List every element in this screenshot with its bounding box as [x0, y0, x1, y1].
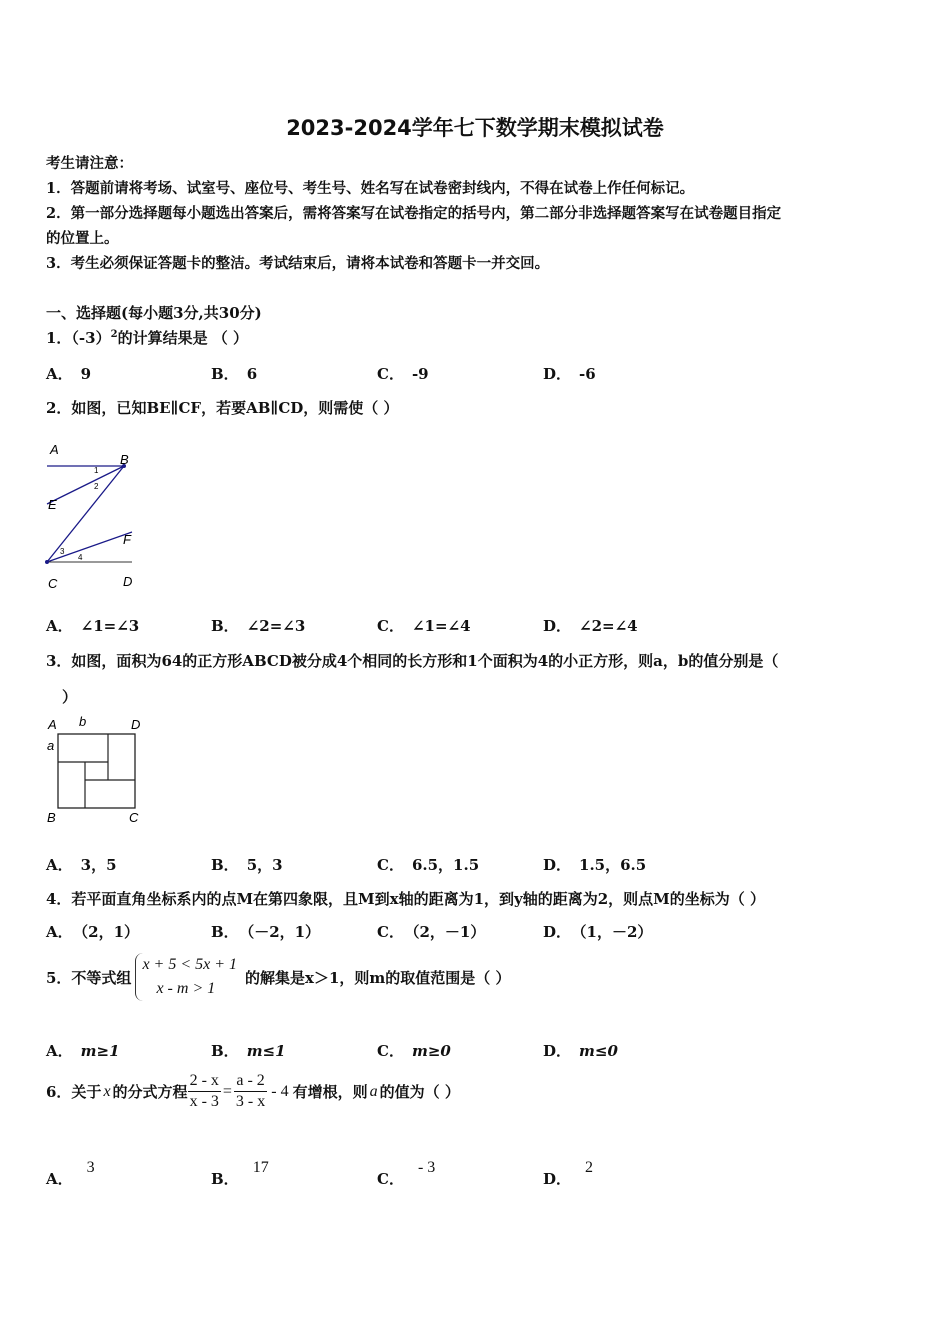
label-a: A — [50, 442, 59, 457]
line-eb — [47, 466, 124, 504]
question-2: 2．如图，已知BE∥CF，若要AB∥CD，则需使（ ） — [46, 399, 399, 417]
label-e: E — [48, 497, 57, 512]
label-c: C — [129, 810, 139, 825]
section-heading: 一、选择题(每小题3分,共30分) — [46, 304, 262, 322]
q3-option-c[interactable]: C． 6.5，1.5 — [377, 856, 480, 874]
question-6 — [46, 1072, 460, 1111]
label-angle-4: 4 — [78, 553, 83, 562]
label-angle-3: 3 — [60, 547, 65, 556]
notice-item-1: 1．答题前请将考场、试室号、座位号、考生号、姓名写在试卷密封线内，不得在试卷上作任何标记。 — [46, 180, 695, 197]
q6-equals: = — [222, 1082, 232, 1100]
q2-figure — [40, 436, 150, 596]
square-abcd — [58, 734, 135, 808]
q5-option-c[interactable]: C． m≥0 — [377, 1042, 451, 1060]
notice-heading: 考生请注意： — [46, 155, 133, 172]
q6-option-d[interactable]: D．2 — [543, 1159, 594, 1188]
q2-option-d[interactable]: D． ∠2=∠4 — [543, 617, 638, 635]
label-b: B — [120, 452, 129, 467]
label-a: A — [48, 717, 57, 732]
q1-option-c[interactable]: C． -9 — [377, 365, 429, 383]
q1-superscript: 2 — [110, 329, 118, 340]
q5-option-d[interactable]: D． m≤0 — [543, 1042, 618, 1060]
q6-option-b[interactable]: B．17 — [211, 1159, 269, 1188]
label-f: F — [123, 532, 131, 547]
q4-option-c[interactable]: C． （2，－1） — [377, 923, 486, 941]
label-d: D — [123, 574, 133, 589]
question-1 — [46, 327, 248, 348]
page-title: 2023-2024学年七下数学期末模拟试卷 — [286, 116, 664, 140]
q6-stem-b: 的分式方程 — [112, 1083, 188, 1101]
q2-option-b[interactable]: B． ∠2=∠3 — [211, 617, 306, 635]
q6-stem-d: 的值为（ ） — [379, 1083, 460, 1101]
q5-option-b[interactable]: B． m≤1 — [211, 1042, 286, 1060]
question-4: 4．若平面直角坐标系内的点M在第四象限，且M到x轴的距离为1，到y轴的距离为2，则点M的坐标为（ ） — [46, 890, 766, 908]
q5-option-a[interactable]: A． m≥1 — [46, 1042, 120, 1060]
label-d: D — [131, 717, 141, 732]
q1-option-a[interactable]: A． 9 — [46, 365, 92, 383]
q6-f1-den: x - 3 — [189, 1093, 219, 1110]
notice-item-3: 3．考生必须保证答题卡的整洁。考试结束后，请将本试卷和答题卡一并交回。 — [46, 255, 550, 272]
q3-option-d[interactable]: D． 1.5，6.5 — [543, 856, 647, 874]
q6-f2-den: 3 - x — [235, 1093, 266, 1110]
q1-stem-a: 1．（-3） — [46, 329, 111, 347]
point-c — [45, 560, 49, 564]
q6-option-c[interactable]: C．- 3 — [377, 1159, 436, 1188]
label-b-small: b — [79, 714, 87, 729]
q2-option-c[interactable]: C． ∠1=∠4 — [377, 617, 471, 635]
label-b: B — [47, 810, 56, 825]
q1-option-b[interactable]: B． 6 — [211, 365, 258, 383]
notice-item-2: 2．第一部分选择题每小题选出答案后，需将答案写在试卷指定的括号内，第二部分非选择题答案写在试卷题目指定 — [46, 205, 782, 222]
label-angle-1: 1 — [94, 466, 99, 475]
q5-stem-b: 的解集是x＞1，则m的取值范围是（ ） — [245, 968, 511, 987]
question-3-end: ） — [62, 688, 78, 706]
q6-var-a: a — [369, 1082, 378, 1100]
q6-stem-c: 有增根，则 — [292, 1083, 368, 1101]
q6-option-a[interactable]: A．3 — [46, 1159, 95, 1188]
q6-var-x: x — [103, 1082, 111, 1100]
q4-option-a[interactable]: A． （2，1） — [46, 923, 140, 941]
q6-f2-num: a - 2 — [234, 1072, 267, 1092]
q4-option-d[interactable]: D． （1，－2） — [543, 923, 653, 941]
q1-option-d[interactable]: D． -6 — [543, 365, 596, 383]
q6-tail: - 4 — [271, 1082, 289, 1100]
question-5 — [46, 953, 511, 1001]
label-c: C — [48, 576, 58, 591]
question-3: 3．如图，面积为64的正方形ABCD被分成4个相同的长方形和1个面积为4的小正方形，则a，b的值分别是（ — [46, 652, 779, 670]
q5-stem-a: 5．不等式组 — [46, 968, 132, 987]
q6-fraction-1 — [188, 1072, 221, 1111]
q5-inequality-system — [135, 953, 237, 1001]
q3-figure — [42, 712, 152, 830]
line-bc — [47, 466, 124, 562]
notice-item-2-cont: 的位置上。 — [46, 230, 119, 247]
q6-fraction-2 — [234, 1072, 267, 1111]
q4-option-b[interactable]: B． （－2，1） — [211, 923, 321, 941]
label-a-small: a — [47, 738, 55, 753]
q3-option-a[interactable]: A． 3，5 — [46, 856, 117, 874]
q3-option-b[interactable]: B． 5，3 — [211, 856, 283, 874]
q5-ineq-2: x - m > 1 — [156, 980, 216, 997]
label-angle-2: 2 — [94, 482, 99, 491]
q5-ineq-1: x + 5 < 5x + 1 — [142, 956, 238, 973]
q6-f1-num: 2 - x — [188, 1072, 221, 1092]
q2-option-a[interactable]: A． ∠1=∠3 — [46, 617, 140, 635]
q1-stem-b: 的计算结果是 （ ） — [117, 329, 249, 347]
q6-stem-a: 6．关于 — [46, 1083, 102, 1101]
